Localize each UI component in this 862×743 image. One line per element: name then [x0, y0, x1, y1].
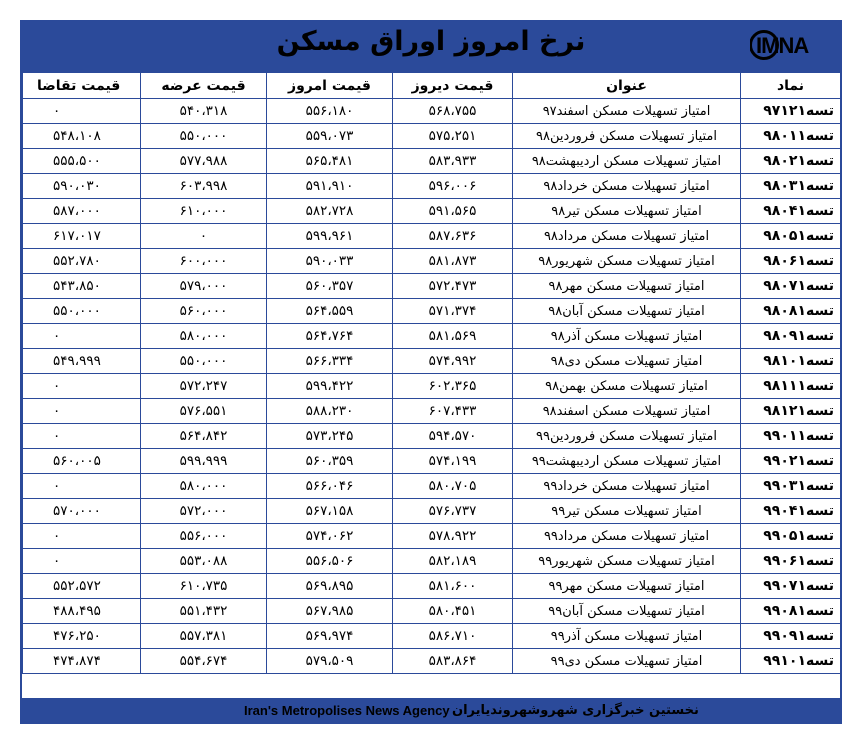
table-row	[23, 199, 841, 224]
cell-symbol: تسه۹۹۱۰۱	[741, 649, 841, 674]
cell-title: امتیاز تسهیلات مسکن آبان۹۹	[513, 599, 741, 624]
cell-yesterday: ۵۸۱،۸۷۳	[393, 249, 513, 274]
cell-symbol: تسه۹۸۱۲۱	[741, 399, 841, 424]
cell-yesterday: ۵۸۱،۵۶۹	[393, 324, 513, 349]
cell-symbol: تسه۹۹۰۶۱	[741, 549, 841, 574]
table-row	[23, 649, 841, 674]
cell-symbol: تسه۹۸۰۲۱	[741, 149, 841, 174]
table-row	[23, 449, 841, 474]
cell-title: امتیاز تسهیلات مسکن مرداد۹۸	[513, 224, 741, 249]
cell-ask: ۵۸۰،۰۰۰	[141, 324, 267, 349]
cell-title: امتیاز تسهیلات مسکن تیر۹۹	[513, 499, 741, 524]
cell-symbol: تسه۹۸۰۴۱	[741, 199, 841, 224]
cell-ask: ۵۷۲،۰۰۰	[141, 499, 267, 524]
cell-title: امتیاز تسهیلات مسکن مرداد۹۹	[513, 524, 741, 549]
cell-ask: ۰	[141, 224, 267, 249]
cell-today: ۵۹۹،۹۶۱	[267, 224, 393, 249]
cell-today: ۵۶۰،۳۵۹	[267, 449, 393, 474]
cell-bid: ۰	[23, 374, 141, 399]
cell-bid: ۵۵۲،۵۷۲	[23, 574, 141, 599]
cell-symbol: تسه۹۸۰۷۱	[741, 274, 841, 299]
cell-title: امتیاز تسهیلات مسکن اسفند۹۸	[513, 399, 741, 424]
cell-yesterday: ۵۷۸،۹۲۲	[393, 524, 513, 549]
table-row	[23, 624, 841, 649]
cell-yesterday: ۵۹۶،۰۰۶	[393, 174, 513, 199]
cell-yesterday: ۵۸۷،۶۳۶	[393, 224, 513, 249]
cell-symbol: تسه۹۹۰۳۱	[741, 474, 841, 499]
cell-symbol: تسه۹۸۰۶۱	[741, 249, 841, 274]
table-row	[23, 299, 841, 324]
cell-bid: ۰	[23, 524, 141, 549]
footer-persian: نخستین خبرگزاری شهروشهروندیایران	[452, 703, 699, 718]
table-row	[23, 524, 841, 549]
cell-yesterday: ۵۹۱،۵۶۵	[393, 199, 513, 224]
imna-logo	[750, 29, 828, 61]
cell-title: امتیاز تسهیلات مسکن فروردین۹۸	[513, 124, 741, 149]
cell-title: امتیاز تسهیلات مسکن آذر۹۹	[513, 624, 741, 649]
cell-ask: ۵۵۷،۳۸۱	[141, 624, 267, 649]
header-today: قیمت امروز	[267, 73, 393, 99]
cell-title: امتیاز تسهیلات مسکن مهر۹۸	[513, 274, 741, 299]
cell-bid: ۶۱۷،۰۱۷	[23, 224, 141, 249]
table-row	[23, 249, 841, 274]
cell-symbol: تسه۹۷۱۲۱	[741, 99, 841, 124]
table-row	[23, 424, 841, 449]
cell-bid: ۵۷۰،۰۰۰	[23, 499, 141, 524]
cell-bid: ۰	[23, 324, 141, 349]
cell-ask: ۵۷۶،۵۵۱	[141, 399, 267, 424]
cell-bid: ۵۵۲،۷۸۰	[23, 249, 141, 274]
table-row	[23, 599, 841, 624]
table-body	[23, 99, 841, 674]
cell-yesterday: ۵۸۳،۹۳۳	[393, 149, 513, 174]
table-row	[23, 499, 841, 524]
cell-title: امتیاز تسهیلات مسکن بهمن۹۸	[513, 374, 741, 399]
cell-today: ۵۶۵،۴۸۱	[267, 149, 393, 174]
cell-bid: ۰	[23, 424, 141, 449]
cell-title: امتیاز تسهیلات مسکن آبان۹۸	[513, 299, 741, 324]
cell-title: امتیاز تسهیلات مسکن خرداد۹۸	[513, 174, 741, 199]
page-title: نرخ امروز اوراق مسکن	[276, 26, 586, 57]
cell-ask: ۵۵۰،۰۰۰	[141, 349, 267, 374]
cell-bid: ۴۷۴،۸۷۴	[23, 649, 141, 674]
table-row	[23, 324, 841, 349]
cell-symbol: تسه۹۸۰۵۱	[741, 224, 841, 249]
cell-ask: ۵۵۰،۰۰۰	[141, 124, 267, 149]
page-frame	[20, 20, 842, 724]
cell-symbol: تسه۹۸۱۰۱	[741, 349, 841, 374]
cell-bid: ۵۵۰،۰۰۰	[23, 299, 141, 324]
cell-symbol: تسه۹۹۰۱۱	[741, 424, 841, 449]
footer-english: Iran's Metropolises News Agency	[244, 703, 450, 718]
cell-ask: ۵۷۹،۰۰۰	[141, 274, 267, 299]
cell-yesterday: ۵۹۴،۵۷۰	[393, 424, 513, 449]
cell-bid: ۰	[23, 474, 141, 499]
cell-title: امتیاز تسهیلات مسکن اردیبهشت۹۸	[513, 149, 741, 174]
table-row	[23, 174, 841, 199]
cell-title: امتیاز تسهیلات مسکن دی۹۹	[513, 649, 741, 674]
cell-ask: ۵۵۴،۶۷۴	[141, 649, 267, 674]
cell-yesterday: ۵۸۱،۶۰۰	[393, 574, 513, 599]
cell-bid: ۴۸۸،۴۹۵	[23, 599, 141, 624]
cell-today: ۵۶۹،۹۷۴	[267, 624, 393, 649]
cell-title: امتیاز تسهیلات مسکن اردیبهشت۹۹	[513, 449, 741, 474]
cell-today: ۵۸۲،۷۲۸	[267, 199, 393, 224]
logo-text: IMNA	[756, 33, 809, 58]
header-yesterday: قیمت دیروز	[393, 73, 513, 99]
table-row	[23, 224, 841, 249]
cell-today: ۵۹۰،۰۳۳	[267, 249, 393, 274]
cell-today: ۵۵۹،۰۷۳	[267, 124, 393, 149]
cell-yesterday: ۵۸۰،۷۰۵	[393, 474, 513, 499]
header-title: عنوان	[513, 73, 741, 99]
cell-today: ۵۷۴،۰۶۲	[267, 524, 393, 549]
table-row	[23, 399, 841, 424]
cell-today: ۵۶۶،۰۴۶	[267, 474, 393, 499]
cell-bid: ۵۴۳،۸۵۰	[23, 274, 141, 299]
header-symbol: نماد	[741, 73, 841, 99]
cell-today: ۵۷۹،۵۰۹	[267, 649, 393, 674]
cell-symbol: تسه۹۸۰۸۱	[741, 299, 841, 324]
cell-title: امتیاز تسهیلات مسکن خرداد۹۹	[513, 474, 741, 499]
cell-bid: ۵۴۹،۹۹۹	[23, 349, 141, 374]
cell-title: امتیاز تسهیلات مسکن تیر۹۸	[513, 199, 741, 224]
cell-yesterday: ۵۷۴،۹۹۲	[393, 349, 513, 374]
cell-bid: ۰	[23, 399, 141, 424]
cell-bid: ۵۸۷،۰۰۰	[23, 199, 141, 224]
cell-yesterday: ۵۸۰،۴۵۱	[393, 599, 513, 624]
table-row	[23, 574, 841, 599]
table-row	[23, 99, 841, 124]
prices-table	[22, 72, 841, 674]
cell-symbol: تسه۹۹۰۲۱	[741, 449, 841, 474]
cell-bid: ۰	[23, 99, 141, 124]
table-row	[23, 124, 841, 149]
cell-ask: ۵۹۹،۹۹۹	[141, 449, 267, 474]
cell-symbol: تسه۹۸۰۳۱	[741, 174, 841, 199]
cell-today: ۵۶۷،۹۸۵	[267, 599, 393, 624]
cell-yesterday: ۶۰۲،۳۶۵	[393, 374, 513, 399]
cell-symbol: تسه۹۸۰۱۱	[741, 124, 841, 149]
cell-bid: ۵۵۵،۵۰۰	[23, 149, 141, 174]
cell-ask: ۵۷۷،۹۸۸	[141, 149, 267, 174]
cell-symbol: تسه۹۹۰۵۱	[741, 524, 841, 549]
table-row	[23, 474, 841, 499]
cell-ask: ۶۰۳،۹۹۸	[141, 174, 267, 199]
cell-ask: ۵۴۰،۳۱۸	[141, 99, 267, 124]
cell-yesterday: ۵۷۲،۴۷۳	[393, 274, 513, 299]
table-row	[23, 549, 841, 574]
cell-today: ۵۶۷،۱۵۸	[267, 499, 393, 524]
cell-symbol: تسه۹۹۰۹۱	[741, 624, 841, 649]
footer	[20, 698, 842, 724]
cell-ask: ۶۱۰،۷۳۵	[141, 574, 267, 599]
cell-bid: ۰	[23, 549, 141, 574]
cell-today: ۵۶۴،۵۵۹	[267, 299, 393, 324]
cell-ask: ۵۷۲،۲۴۷	[141, 374, 267, 399]
cell-ask: ۵۵۶،۰۰۰	[141, 524, 267, 549]
cell-symbol: تسه۹۹۰۴۱	[741, 499, 841, 524]
cell-symbol: تسه۹۸۰۹۱	[741, 324, 841, 349]
cell-today: ۵۹۱،۹۱۰	[267, 174, 393, 199]
cell-bid: ۵۹۰،۰۳۰	[23, 174, 141, 199]
cell-today: ۵۶۶،۳۳۴	[267, 349, 393, 374]
cell-yesterday: ۵۷۶،۷۳۷	[393, 499, 513, 524]
cell-ask: ۵۵۱،۴۳۲	[141, 599, 267, 624]
table-row	[23, 349, 841, 374]
cell-today: ۵۶۰،۳۵۷	[267, 274, 393, 299]
cell-title: امتیاز تسهیلات مسکن دی۹۸	[513, 349, 741, 374]
cell-bid: ۵۴۸،۱۰۸	[23, 124, 141, 149]
cell-title: امتیاز تسهیلات مسکن آذر۹۸	[513, 324, 741, 349]
cell-today: ۵۵۶،۵۰۶	[267, 549, 393, 574]
cell-bid: ۵۶۰،۰۰۵	[23, 449, 141, 474]
cell-today: ۵۵۶،۱۸۰	[267, 99, 393, 124]
cell-today: ۵۶۴،۷۶۴	[267, 324, 393, 349]
header-ask: قیمت عرضه	[141, 73, 267, 99]
cell-yesterday: ۵۶۸،۷۵۵	[393, 99, 513, 124]
cell-ask: ۵۵۳،۰۸۸	[141, 549, 267, 574]
cell-yesterday: ۵۷۵،۲۵۱	[393, 124, 513, 149]
table-row	[23, 274, 841, 299]
cell-ask: ۶۰۰،۰۰۰	[141, 249, 267, 274]
cell-today: ۵۸۸،۲۳۰	[267, 399, 393, 424]
cell-yesterday: ۵۸۶،۷۱۰	[393, 624, 513, 649]
cell-yesterday: ۵۸۲،۱۸۹	[393, 549, 513, 574]
cell-yesterday: ۵۷۴،۱۹۹	[393, 449, 513, 474]
cell-yesterday: ۵۸۳،۸۶۴	[393, 649, 513, 674]
header-bid: قیمت تقاضا	[23, 73, 141, 99]
table-header-row	[23, 73, 841, 99]
cell-yesterday: ۵۷۱،۳۷۴	[393, 299, 513, 324]
cell-bid: ۴۷۶،۲۵۰	[23, 624, 141, 649]
cell-today: ۵۶۹،۸۹۵	[267, 574, 393, 599]
cell-ask: ۶۱۰،۰۰۰	[141, 199, 267, 224]
cell-today: ۵۹۹،۴۲۲	[267, 374, 393, 399]
cell-title: امتیاز تسهیلات مسکن مهر۹۹	[513, 574, 741, 599]
cell-yesterday: ۶۰۷،۴۳۳	[393, 399, 513, 424]
table-row	[23, 374, 841, 399]
prices-table-container	[22, 72, 840, 698]
cell-title: امتیاز تسهیلات مسکن شهریور۹۹	[513, 549, 741, 574]
cell-symbol: تسه۹۹۰۸۱	[741, 599, 841, 624]
cell-today: ۵۷۳،۲۴۵	[267, 424, 393, 449]
cell-title: امتیاز تسهیلات مسکن اسفند۹۷	[513, 99, 741, 124]
cell-ask: ۵۶۴،۸۴۲	[141, 424, 267, 449]
cell-title: امتیاز تسهیلات مسکن فروردین۹۹	[513, 424, 741, 449]
cell-ask: ۵۸۰،۰۰۰	[141, 474, 267, 499]
cell-title: امتیاز تسهیلات مسکن شهریور۹۸	[513, 249, 741, 274]
cell-symbol: تسه۹۹۰۷۱	[741, 574, 841, 599]
table-row	[23, 149, 841, 174]
cell-ask: ۵۶۰،۰۰۰	[141, 299, 267, 324]
cell-symbol: تسه۹۸۱۱۱	[741, 374, 841, 399]
header	[20, 20, 842, 72]
